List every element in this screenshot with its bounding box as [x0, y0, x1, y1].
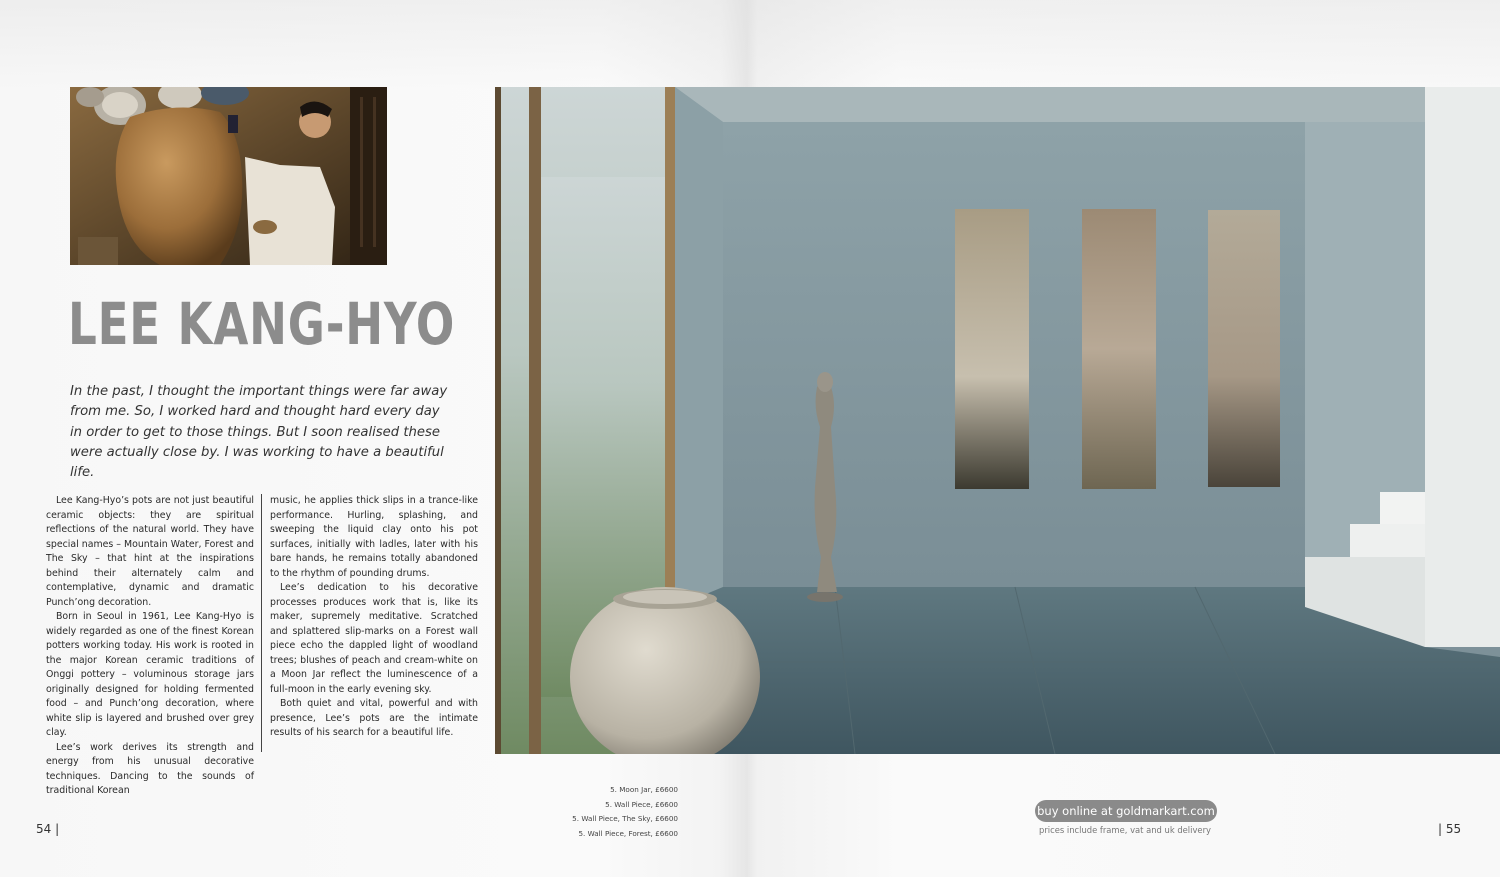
gallery-illustration	[495, 87, 1500, 754]
pull-quote: In the past, I thought the important things were far away from me. So, I worked hard and thought hard every day in order to get to those things. But I soon realised these were actually close by. I was working to have a beautiful life.	[70, 384, 448, 481]
body-paragraph: Lee’s work derives its strength and energy from his unusual decorative techniques. Dancing to the sounds of traditional Korean	[46, 741, 254, 796]
photo-captions	[520, 783, 678, 841]
body-paragraph: Both quiet and vital, powerful and with presence, Lee’s pots are the intimate results of his search for a beautiful life.	[270, 698, 478, 738]
article-title: LEE KANG-HYO	[68, 290, 456, 358]
gallery-photo	[495, 87, 1500, 754]
body-paragraph: Lee Kang-Hyo’s pots are not just beautiful ceramic objects: they are spiritual reflections of the natural world. They have special names – Mountain Water, Forest and The Sky – that hint at the inspirations behind their alternately calm and contemplative, dynamic and dramatic Punch’ong decoration.	[46, 495, 254, 608]
column-divider	[261, 494, 262, 752]
page-number-left: 54 |	[36, 822, 60, 836]
body-column-2	[270, 494, 478, 741]
caption-line: 5. Wall Piece, The Sky, £6600	[572, 814, 678, 823]
body-column-1	[46, 494, 254, 799]
buy-online-button[interactable]: buy online at goldmarkart.com	[1035, 800, 1217, 822]
page-shadow	[0, 0, 1500, 90]
portrait-photo	[70, 87, 387, 265]
body-paragraph: music, he applies thick slips in a trance-like performance. Hurling, splashing, and sweeping the liquid clay onto his pot surfaces, initially with ladles, later with his bare hands, he remains totally abandoned to the rhythm of pounding drums.	[270, 495, 478, 579]
caption-line: 5. Moon Jar, £6600	[610, 785, 678, 794]
caption-line: 5. Wall Piece, Forest, £6600	[578, 828, 678, 838]
body-paragraph: Born in Seoul in 1961, Lee Kang-Hyo is widely regarded as one of the finest Korean potters working today. His work is rooted in the major Korean ceramic traditions of Onggi pottery – voluminous storage jars originally designed for holding fermented food – and Punch’ong decoration, where white slip is layered and brushed over grey clay.	[46, 611, 254, 738]
body-paragraph: Lee’s dedication to his decorative processes produces work that is, like its maker, supremely meditative. Scratched and splattered slip-marks on a Forest wall piece echo the dappled light of woodland trees; blushes of peach and cream-white on a Moon Jar reflect the luminescence of a full-moon in the early evening sky.	[270, 582, 478, 695]
caption-line: 5. Wall Piece, £6600	[605, 799, 678, 809]
portrait-illustration	[70, 87, 387, 265]
delivery-note: prices include frame, vat and uk delivery	[1039, 825, 1211, 835]
page-number-right: | 55	[1438, 822, 1462, 836]
